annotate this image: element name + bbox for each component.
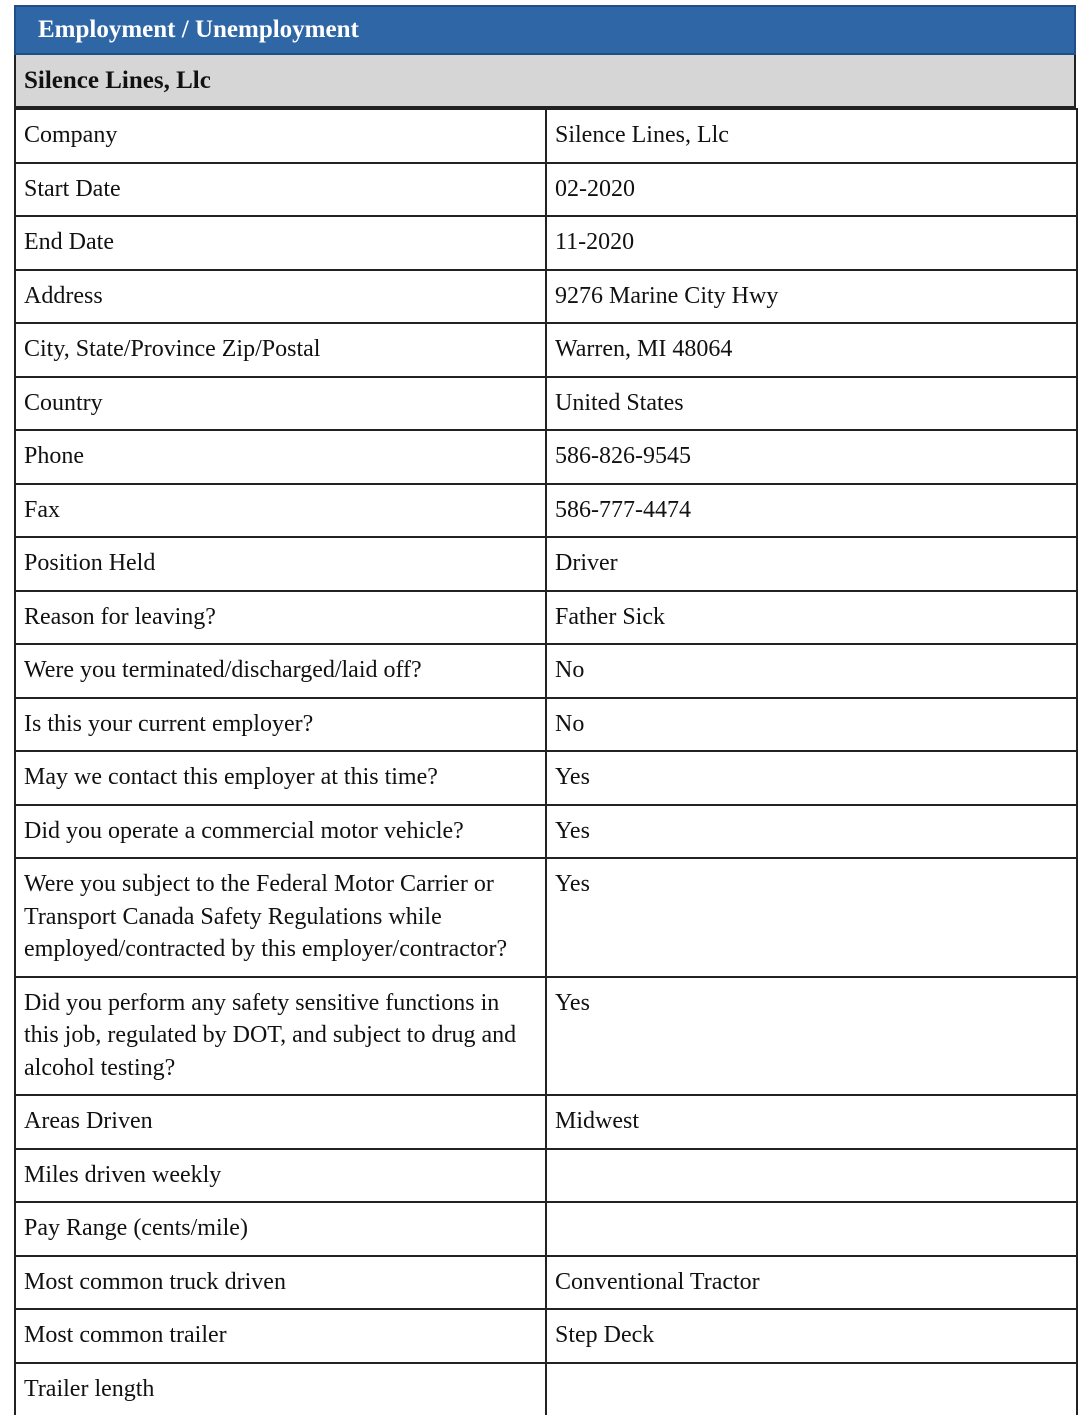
table-row xyxy=(15,977,1077,1096)
table-row xyxy=(15,216,1077,270)
row-label: Areas Driven xyxy=(15,1095,546,1149)
row-value: United States xyxy=(546,377,1077,431)
row-value: 02-2020 xyxy=(546,163,1077,217)
row-value: Conventional Tractor xyxy=(546,1256,1077,1310)
row-value: Yes xyxy=(546,751,1077,805)
row-label: Were you subject to the Federal Motor Carrier or Transport Canada Safety Regulations while employed/contracted by this employer/contractor? xyxy=(15,858,546,977)
row-label: Most common trailer xyxy=(15,1309,546,1363)
table-row xyxy=(15,1202,1077,1256)
row-value: Silence Lines, Llc xyxy=(546,109,1077,163)
row-label: Did you perform any safety sensitive functions in this job, regulated by DOT, and subject to drug and alcohol testing? xyxy=(15,977,546,1096)
table-row xyxy=(15,1363,1077,1415)
table-row xyxy=(15,591,1077,645)
row-value: Yes xyxy=(546,805,1077,859)
table-row xyxy=(15,377,1077,431)
row-value: No xyxy=(546,644,1077,698)
row-value: Step Deck xyxy=(546,1309,1077,1363)
row-value xyxy=(546,1363,1077,1415)
row-label: Were you terminated/discharged/laid off? xyxy=(15,644,546,698)
employment-document xyxy=(14,5,1076,1415)
table-row xyxy=(15,805,1077,859)
row-label: City, State/Province Zip/Postal xyxy=(15,323,546,377)
row-label: Most common truck driven xyxy=(15,1256,546,1310)
row-value: Yes xyxy=(546,977,1077,1096)
employment-details-table xyxy=(14,108,1078,1415)
employer-header xyxy=(14,55,1076,108)
table-row xyxy=(15,323,1077,377)
table-row xyxy=(15,537,1077,591)
row-value: 9276 Marine City Hwy xyxy=(546,270,1077,324)
row-label: Company xyxy=(15,109,546,163)
row-label: Pay Range (cents/mile) xyxy=(15,1202,546,1256)
table-row xyxy=(15,1309,1077,1363)
row-value xyxy=(546,1202,1077,1256)
table-row xyxy=(15,1256,1077,1310)
row-label: End Date xyxy=(15,216,546,270)
section-title: Employment / Unemployment xyxy=(38,16,359,44)
row-label: Fax xyxy=(15,484,546,538)
row-value: Driver xyxy=(546,537,1077,591)
row-value: Father Sick xyxy=(546,591,1077,645)
row-value xyxy=(546,1149,1077,1203)
row-label: Did you operate a commercial motor vehicle? xyxy=(15,805,546,859)
row-label: Is this your current employer? xyxy=(15,698,546,752)
row-value: Yes xyxy=(546,858,1077,977)
row-value: No xyxy=(546,698,1077,752)
row-value: Warren, MI 48064 xyxy=(546,323,1077,377)
row-value: Midwest xyxy=(546,1095,1077,1149)
table-row xyxy=(15,751,1077,805)
row-label: Country xyxy=(15,377,546,431)
table-row xyxy=(15,1149,1077,1203)
section-header xyxy=(14,5,1076,55)
row-label: Trailer length xyxy=(15,1363,546,1415)
table-row xyxy=(15,1095,1077,1149)
row-value: 11-2020 xyxy=(546,216,1077,270)
row-label: Address xyxy=(15,270,546,324)
employer-name: Silence Lines, Llc xyxy=(24,67,211,95)
row-value: 586-777-4474 xyxy=(546,484,1077,538)
row-label: Reason for leaving? xyxy=(15,591,546,645)
table-row xyxy=(15,163,1077,217)
table-row xyxy=(15,644,1077,698)
row-label: Position Held xyxy=(15,537,546,591)
table-row xyxy=(15,858,1077,977)
row-label: Phone xyxy=(15,430,546,484)
table-row xyxy=(15,698,1077,752)
row-value: 586-826-9545 xyxy=(546,430,1077,484)
row-label: Miles driven weekly xyxy=(15,1149,546,1203)
table-row xyxy=(15,270,1077,324)
table-row xyxy=(15,484,1077,538)
table-row xyxy=(15,109,1077,163)
table-row xyxy=(15,430,1077,484)
row-label: Start Date xyxy=(15,163,546,217)
row-label: May we contact this employer at this time? xyxy=(15,751,546,805)
